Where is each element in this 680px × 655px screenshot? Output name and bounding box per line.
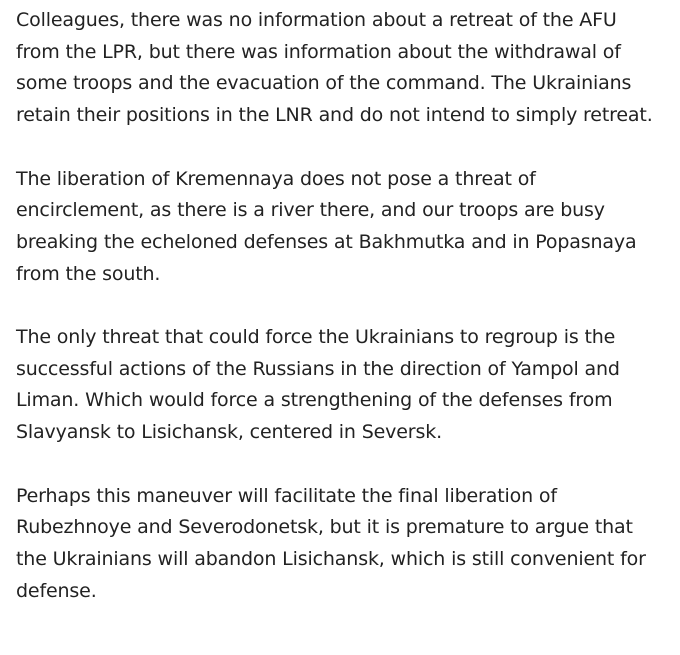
paragraph-afu-retreat: Colleagues, there was no information about a retreat of the AFU from the LPR, but there was information about the withdrawal of some troops and the evacuation of the command. The Ukrainians retain their positions in the LNR and do not intend to simply retreat. [16,9,653,127]
paragraph-regroup-threat: The only threat that could force the Ukrainians to regroup is the successful actions of the Russians in the direction of Yampol and Liman. Which would force a strengthening of the defenses from Slavyansk to Lisichansk, centered in Seversk. [16,326,620,444]
paragraph-kremennaya: The liberation of Kremennaya does not pose a threat of encirclement, as there is a river there, and our troops are busy breaking the echeloned defenses at Bakhmutka and in Popasnaya from the south. [16,167,637,285]
paragraph-maneuver: Perhaps this maneuver will facilitate the final liberation of Rubezhnoye and Severodonetsk, but it is premature to argue that the Ukrainians will abandon Lisichansk, which is still convenient for defense. [16,484,646,602]
